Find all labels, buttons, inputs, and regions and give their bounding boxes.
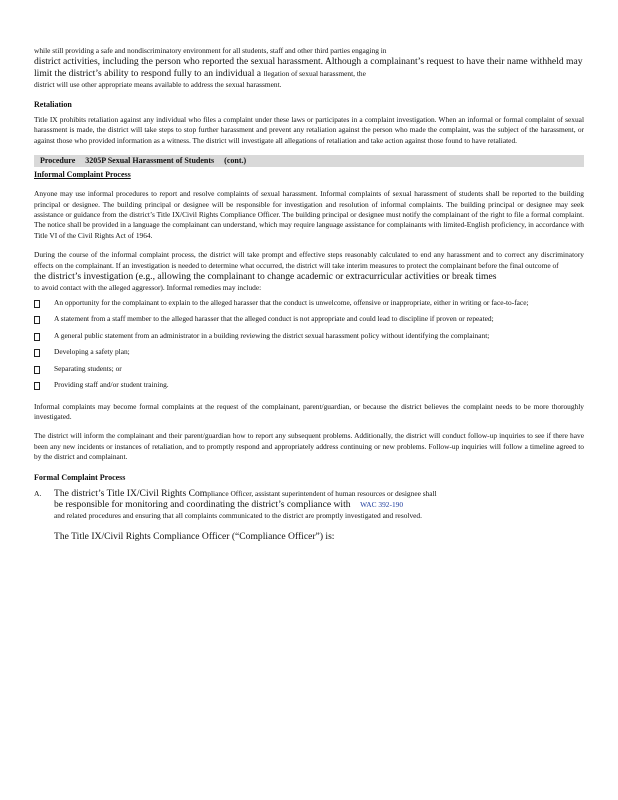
formal-item-a [34, 488, 584, 522]
procedure-cont: (cont.) [224, 156, 247, 166]
item-a-line-2: be responsible for monitoring and coordinating the district’s compliance with WAC 392-190 [54, 499, 404, 511]
retaliation-paragraph: Title IX prohibits retaliation against any individual who files a complaint under these laws or participates in a complaint investigation. When an informal or formal complaint of sexual harassment is made, the district will take steps to stop further harassment and prevent any retaliation against the person who made the complaint, was the subject of the harassment, or against those who provided information as a witness. The district will investigate all allegations of retaliation and take action against those found to have retaliated. [34, 115, 584, 145]
item-letter: A. [34, 488, 42, 498]
informal-heading: Informal Complaint Process [34, 170, 131, 180]
intro-closing: district will use other appropriate means available to address the sexual harassment. [34, 79, 282, 89]
intro-large-tail: llegation of sexual harassment, the [263, 69, 366, 78]
formal-heading: Formal Complaint Process [34, 472, 126, 482]
checkbox-bullet-icon [34, 349, 40, 357]
procedure-label: Procedure [40, 156, 76, 166]
informal-paragraph-2c: to avoid contact with the alleged aggressor). Informal remedies may include: [34, 282, 262, 292]
list-item: Providing staff and/or student training. [34, 380, 584, 390]
informal-paragraph-2a: During the course of the informal complaint process, the district will take prompt and effective steps reasonably calculated to end any harassment and to correct any discriminatory effects on the complainant. If an investigation is needed to determine what occurred, the district will take interim measures to protect the complainant before the final outcome of [34, 250, 584, 270]
informal-paragraph-3: Informal complaints may become formal complaints at the request of the complainant, parent/guardian, or because the district believes the complaint needs to be more thoroughly investigated. [34, 401, 584, 421]
list-item: Separating students; or [34, 364, 584, 374]
list-item: A statement from a staff member to the alleged harasser that the alleged conduct is not appropriate and could lead to discipline if proven or repeated; [34, 314, 584, 324]
checkbox-bullet-icon [34, 382, 40, 390]
informal-paragraph-2b: the district’s investigation (e.g., allowing the complainant to change academic or extracurricular activities or break times [34, 271, 497, 283]
list-item: Developing a safety plan; [34, 347, 584, 357]
remedies-list [34, 298, 584, 390]
checkbox-bullet-icon [34, 333, 40, 341]
informal-paragraph-1: Anyone may use informal procedures to report and resolve complaints of sexual harassment. Informal complaints of sexual harassment of students shall be reported to the building principal or designee. The building principal or designee will be responsible for investigation and resolution of informal complaints. The building principal or designee may seek assistance or guidance from the district’s Title IX/Civil Rights Compliance Officer. The building principal or designee must notify the complainant of the right to file a formal complaint. The notice shall be provided in a language the complainant can understand, which may require language assistance for complainants with limited-English proficiency, in accordance with Title VI of the Civil Rights Act of 1964. [34, 189, 584, 240]
intro-line: while still providing a safe and nondiscriminatory environment for all students, staff and other third parties engaging in [34, 46, 387, 55]
intro-emphasis [34, 56, 584, 79]
procedure-header-bar [34, 155, 584, 167]
wac-reference: WAC 392-190 [360, 500, 404, 510]
item-a-line-3: and related procedures and ensuring that all complaints communicated to the district are promptly investigated and resolved. [54, 510, 422, 520]
compliance-officer-intro: The Title IX/Civil Rights Compliance Officer (“Compliance Officer”) is: [54, 531, 335, 543]
item-a-line-1: The district’s Title IX/Civil Rights Compliance Officer, assistant superintendent of human resources or designee shall [54, 487, 437, 499]
informal-paragraph-4: The district will inform the complainant and their parent/guardian how to report any subsequent problems. Additionally, the district will conduct follow-up inquiries to see if there have been any new incidents or instances of retaliation, and to promptly respond and appropriately address continuing or new problems. Follow-up inquiries will follow a timeline agreed to by the district and complainant. [34, 431, 584, 462]
checkbox-bullet-icon [34, 316, 40, 324]
procedure-title: 3205P Sexual Harassment of Students [85, 156, 215, 166]
list-item: A general public statement from an administrator in a building reviewing the district sexual harassment policy without identifying the complainant; [34, 331, 584, 341]
checkbox-bullet-icon [34, 366, 40, 374]
checkbox-bullet-icon [34, 300, 40, 308]
retaliation-heading: Retaliation [34, 100, 72, 109]
intro-large-text: district activities, including the person who reported the sexual harassment. Although a complainant’s request to have their name withheld may limit the district’s ability to respond fully to an individual a [34, 56, 583, 79]
list-item: An opportunity for the complainant to explain to the alleged harasser that the conduct is unwelcome, offensive or inappropriate, either in writing or face-to-face; [34, 298, 584, 308]
